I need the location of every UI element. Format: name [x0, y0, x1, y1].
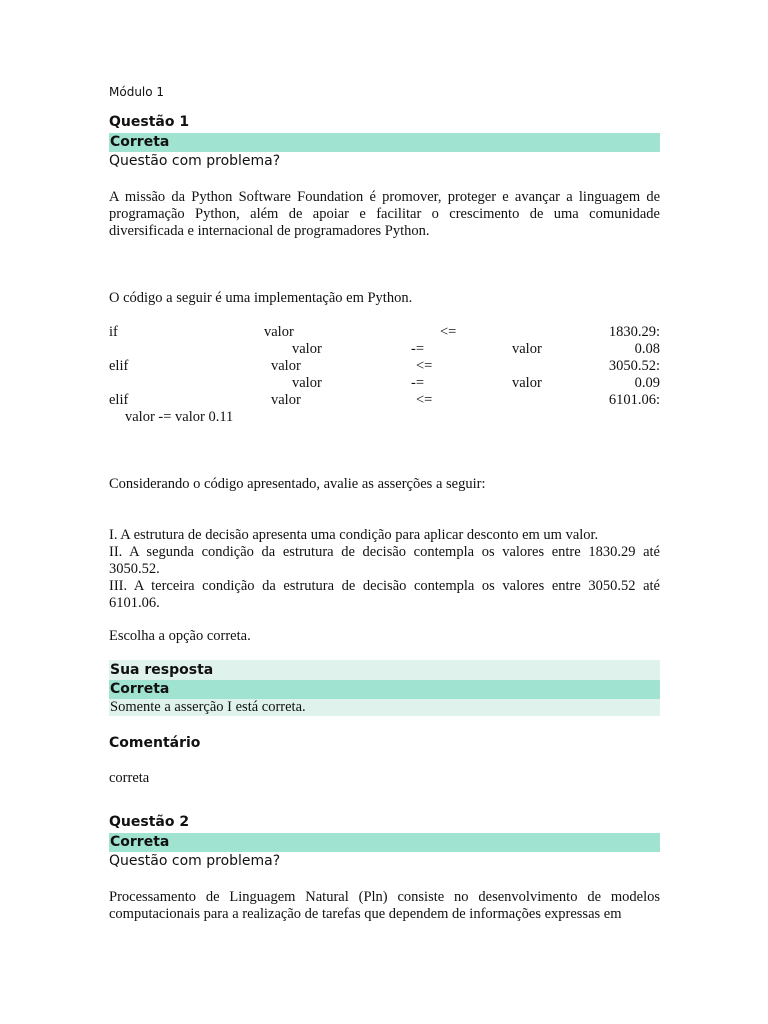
question-2-problem-link[interactable]: Questão com problema? — [109, 853, 281, 869]
module-label: Módulo 1 — [109, 85, 165, 99]
question-2-title: Questão 2 — [109, 814, 190, 830]
code-token: if — [109, 324, 118, 340]
code-token: <= — [416, 392, 433, 408]
comment-label: Comentário — [109, 735, 201, 751]
code-token: 0.09 — [634, 375, 660, 391]
code-token: 6101.06: — [608, 392, 660, 408]
question-1-paragraph-4: Escolha a opção correta. — [109, 628, 251, 644]
answer-text: Somente a asserção I está correta. — [109, 699, 660, 716]
question-1-paragraph-3: Considerando o código apresentado, avalie as asserções a seguir: — [109, 476, 486, 492]
question-1-paragraph-2: O código a seguir é uma implementação em Python. — [109, 290, 413, 306]
code-token: valor — [271, 358, 301, 374]
question-1-title: Questão 1 — [109, 114, 190, 130]
assertion-3: III. A terceira condição da estrutura de decisão contempla os valores entre 3050.52 até 6101.06. — [109, 578, 660, 611]
assertion-1: I. A estrutura de decisão apresenta uma condição para aplicar desconto em um valor. — [109, 527, 599, 543]
question-1-problem-link[interactable]: Questão com problema? — [109, 153, 281, 169]
code-line: valor -= valor 0.11 — [125, 409, 234, 425]
code-token: valor — [512, 375, 542, 391]
code-token: -= — [411, 341, 425, 357]
code-token: 1830.29: — [608, 324, 660, 340]
answer-status-bar: Correta — [109, 680, 660, 699]
question-1-paragraph-1: A missão da Python Software Foundation é promover, proteger e avançar a linguagem de programação Python, além de apoiar e facilitar o crescimento de uma comunidade diversificada e internacional de programadores Python. — [109, 189, 660, 239]
code-token: 0.08 — [634, 341, 660, 357]
code-token: valor — [271, 392, 301, 408]
code-token: valor — [292, 341, 322, 357]
code-token: -= — [411, 375, 425, 391]
question-1-status-bar: Correta — [109, 133, 660, 152]
question-2-paragraph-1: Processamento de Linguagem Natural (Pln) consiste no desenvolvimento de modelos computacionais para a realização de tarefas que dependem de informações expressas em — [109, 889, 660, 922]
code-token: <= — [440, 324, 457, 340]
code-token: elif — [109, 358, 129, 374]
code-token: valor — [292, 375, 322, 391]
question-2-status-bar: Correta — [109, 833, 660, 852]
code-token: 3050.52: — [608, 358, 660, 374]
code-token: valor — [512, 341, 542, 357]
code-token: valor — [264, 324, 294, 340]
assertion-2: II. A segunda condição da estrutura de decisão contempla os valores entre 1830.29 até 3050.52. — [109, 544, 660, 577]
code-token: <= — [416, 358, 433, 374]
code-token: elif — [109, 392, 129, 408]
comment-text: correta — [109, 770, 150, 786]
answer-label: Sua resposta — [109, 660, 660, 680]
